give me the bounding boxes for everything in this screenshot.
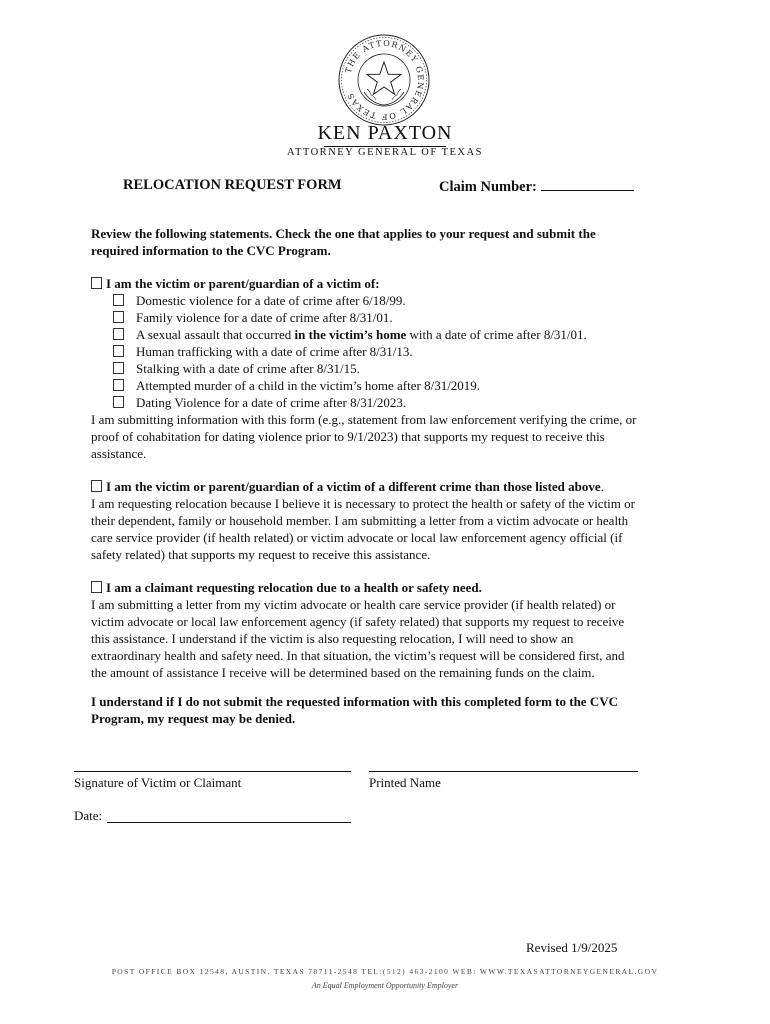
option-3-heading-text: I am a claimant requesting relocation due to a health or safety need.	[106, 580, 482, 595]
option-3-body-line: I am submitting a letter from my victim advocate or health care service provider (if health related) or	[91, 597, 616, 612]
option-3-heading[interactable]	[91, 579, 681, 596]
option-1-body	[91, 411, 681, 462]
option-3-body-line: this assistance. I understand if the victim is also requesting relocation, I will need to show an	[91, 631, 574, 646]
crime-item-label: Attempted murder of a child in the victim’s home after 8/31/2019.	[136, 378, 481, 393]
option-3-body-line: extraordinary health and safety need. In that situation, the victim’s request will be considered first, and	[91, 648, 625, 663]
option-2-heading[interactable]	[91, 478, 681, 495]
option-2-checkbox[interactable]	[91, 480, 102, 492]
signature-line[interactable]	[74, 771, 351, 772]
printed-name-line[interactable]	[369, 771, 638, 772]
crime-checkbox[interactable]	[113, 396, 124, 408]
crime-item[interactable]	[113, 377, 673, 394]
attorney-general-subtitle: ATTORNEY GENERAL OF TEXAS	[287, 147, 483, 158]
crime-checkbox[interactable]	[113, 328, 124, 340]
crime-item-emphasis: in the victim’s home	[294, 327, 407, 342]
crime-checkbox[interactable]	[113, 345, 124, 357]
crime-checkbox[interactable]	[113, 362, 124, 374]
crime-item-label: A sexual assault that occurred	[136, 327, 295, 342]
crime-item-label-end: with a date of crime after 8/31/01.	[406, 327, 587, 342]
crime-item[interactable]	[113, 292, 673, 309]
option-1-body-line: assistance.	[91, 446, 147, 461]
option-2-heading-period: .	[600, 479, 604, 494]
crime-checkbox[interactable]	[113, 379, 124, 391]
instructions-line-2: required information to the CVC Program.	[91, 243, 331, 258]
option-3-body-line: victim advocate or local law enforcement agency (if safety related) that supports my request to receive	[91, 614, 625, 629]
option-2-body-line: their dependent, family or household member. I am submitting a letter from a victim advocate or health	[91, 513, 629, 528]
crime-item[interactable]	[113, 326, 673, 343]
option-3-checkbox[interactable]	[91, 581, 102, 593]
form-title: RELOCATION REQUEST FORM	[123, 177, 342, 193]
claim-number-blank[interactable]	[541, 177, 634, 191]
option-1-body-line: I am submitting information with this form (e.g., statement from law enforcement verifying the crime, or	[91, 412, 637, 427]
denial-warning	[91, 693, 681, 727]
crime-item-label: Human trafficking with a date of crime after 8/31/13.	[136, 344, 413, 359]
option-2-body-line: I am requesting relocation because I believe it is necessary to protect the health or safety of the victim or	[91, 496, 635, 511]
attorney-general-seal	[338, 34, 430, 126]
instructions	[91, 225, 681, 259]
option-2-body-line: safety related) that supports my request to receive this assistance.	[91, 547, 431, 562]
option-1-heading-text: I am the victim or parent/guardian of a victim of:	[106, 276, 380, 291]
denial-warning-line: I understand if I do not submit the requested information with this completed form to the CVC	[91, 694, 618, 709]
date-line[interactable]	[107, 822, 351, 823]
attorney-general-name: KEN PAXTON	[317, 122, 453, 144]
footer-eeo: An Equal Employment Opportunity Employer	[311, 981, 459, 990]
instructions-line-1: Review the following statements. Check the one that applies to your request and submit the	[91, 226, 596, 241]
printed-name-label: Printed Name	[369, 775, 441, 790]
footer-address: POST OFFICE BOX 12548, AUSTIN, TEXAS 78711-2548 TEL:(512) 463-2100 WEB: WWW.TEXASATTORNEYGENERAL.GOV	[111, 967, 659, 976]
denial-warning-line: Program, my request may be denied.	[91, 711, 296, 726]
claim-number-label: Claim Number:	[439, 179, 537, 195]
crime-item-label: Family violence for a date of crime after 8/31/01.	[136, 310, 393, 325]
crime-checkbox[interactable]	[113, 311, 124, 323]
svg-text:THE ATTORNEY GENERAL OF TEXAS: THE ATTORNEY GENERAL OF TEXAS	[343, 38, 426, 122]
crime-type-list	[113, 292, 673, 411]
crime-item[interactable]	[113, 309, 673, 326]
crime-item[interactable]	[113, 360, 673, 377]
crime-item-label: Domestic violence for a date of crime after 6/18/99.	[136, 293, 406, 308]
option-2-body-line: care service provider (if health related) or victim advocate or local law enforcement agency official (if	[91, 530, 623, 545]
option-3-body	[91, 596, 681, 681]
crime-checkbox[interactable]	[113, 294, 124, 306]
crime-item[interactable]	[113, 394, 673, 411]
date-label: Date:	[74, 808, 103, 823]
option-1-body-line: proof of cohabitation for dating violence prior to 9/1/2023) that supports my request to receive this	[91, 429, 605, 444]
option-1-heading[interactable]	[91, 275, 681, 292]
crime-item-label: Stalking with a date of crime after 8/31/15.	[136, 361, 360, 376]
crime-item[interactable]	[113, 343, 673, 360]
option-2-heading-text: I am the victim or parent/guardian of a victim of a different crime than those listed above	[106, 479, 601, 494]
option-1-checkbox[interactable]	[91, 277, 102, 289]
crime-item-label: Dating Violence for a date of crime after 8/31/2023.	[136, 395, 407, 410]
option-3-body-line: the amount of assistance I receive will be determined based on the remaining funds on the claim.	[91, 665, 595, 680]
signature-label: Signature of Victim or Claimant	[74, 775, 242, 790]
revision-date: Revised 1/9/2025	[526, 940, 618, 955]
option-2-body	[91, 495, 681, 563]
claim-number-field[interactable]	[439, 177, 634, 196]
